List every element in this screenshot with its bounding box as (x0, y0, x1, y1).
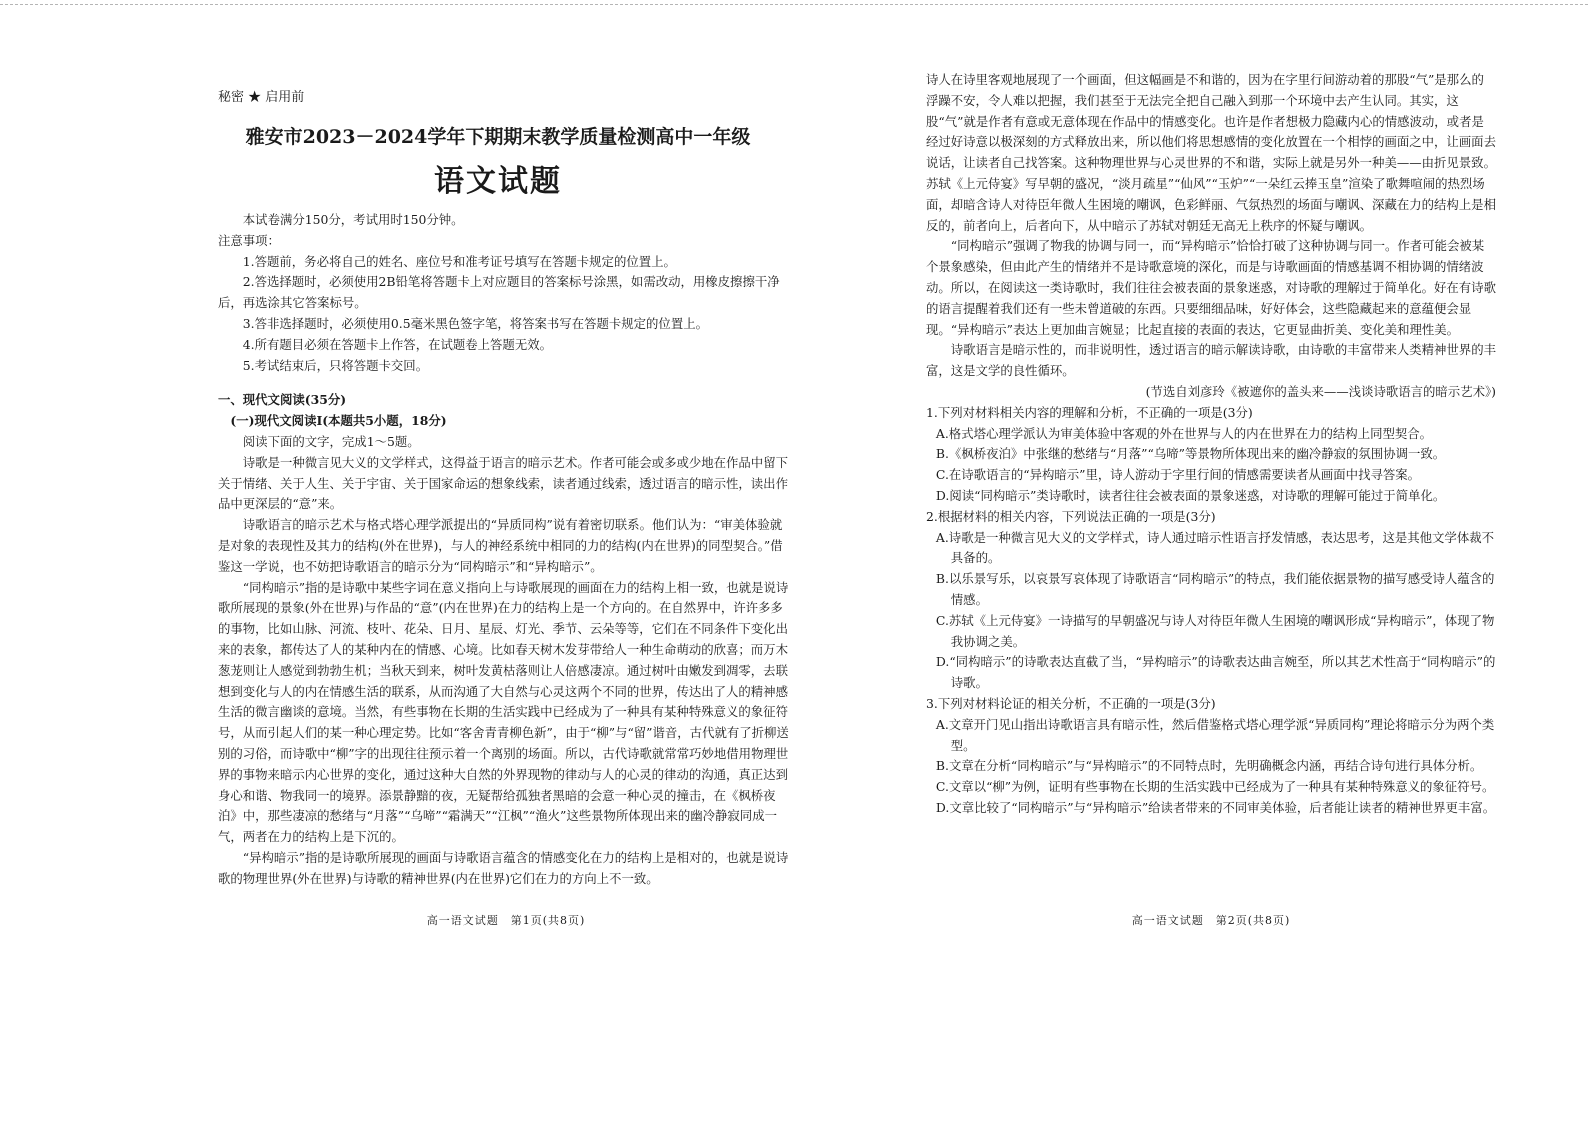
notice-title: 注意事项： (218, 232, 280, 248)
option-a: A.格式塔心理学派认为审美体验中客观的外在世界与人的内在世界在力的结构上同型契合。 (935, 425, 1433, 441)
option-b: B.文章在分析“同构暗示”与“异构暗示”的不同特点时，先明确概念内涵，再结合诗句进行具体分析。 (935, 758, 1483, 774)
notice-item: 2.答选择题时，必须使用2B铅笔将答题卡上对应题目的答案标号涂黑，如需改动，用橡皮擦擦干净后，再选涂其它答案标号。 (218, 274, 780, 311)
passage-paragraph: “同构暗示”指的是诗歌中某些字词在意义指向上与诗歌展现的画面在力的结构上相一致，也就是说诗歌所展现的景象(外在世界)与作品的“意”(内在世界)在力的结构上是一个方向的。在自然界中，许许多多的事物，比如山脉、河流、枝叶、花朵、日月、星辰、灯光、季节、云朵等等，它们在不同条件下变化出来的表象，都传达了人的某种内在的情感、心境。比如春天树木发芽带给人一种生命萌动的欣喜；而万木葱茏则让人感觉到勃勃生机；当秋天到来，树叶发黄枯落则让人倍感凄凉。通过树叶由嫩发到凋零，去联想到变化与人的内在情感生活的联系，从而沟通了大自然与心灵这两个不同的世界，传达出了人的精神感生活的微言幽谈的意境。当然，有些事物在长期的生活实践中已经成为了一种具有某种特殊意义的象征符号，从而引起人们的某一种心理定势。比如“客舍青青柳色新”，由于“柳”与“留”谐音，古代就有了折柳送别的习俗，而诗歌中“柳”字的出现往往预示着一个离别的场面。所以，古代诗歌就常常巧妙地借用物理世界的事物来暗示内心世界的变化，通过这种大自然的外界现物的律动与人的心灵的律动的沟通，真正达到身心和谐、物我同一的境界。添景静黯的夜，无疑帮给孤独者黑暗的会意一种心灵的撞击，在《枫桥夜泊》中，那些凄凉的愁绪与“月落”“乌啼”“霜满天”“江枫”“渔火”这些景物所体现出来的幽冷静寂同成一气，两者在力的结构上是下沉的。 (218, 579, 789, 845)
question-stem: 1.下列对材料相关内容的理解和分析，不正确的一项是(3分) (926, 404, 1253, 420)
passage-paragraph: 诗人在诗里客观地展现了一个画面，但这幅画是不和谐的，因为在字里行间游动着的那股“气”是那么的浮躁不安，令人难以把握，我们甚至于无法完全把自己融入到那一个环境中去产生认同。其实，这股“气”就是作者有意或无意体现在作品中的情感变化。也许是作者想极力隐藏内心的情感波动，或者是经过好诗意以极深刻的方式释放出来，所以他们将思想感情的变化放置在一个相悖的画面之中，让画面去说话，让读者自己找答案。这种物理世界与心灵世界的不和谐，实际上就是另外一种美——由折见景致。苏轼《上元侍宴》写早朝的盛况，“淡月疏星”“仙风”“玉炉”“一朵红云捧玉皇”渲染了歌舞喧闹的热烈场面，却暗含诗人对待臣年微人生困境的嘲讽，色彩鲜丽、气氛热烈的场面与嘲讽、深藏在力的结构上是相反的，前者向上，后者向下，从中暗示了苏轼对朝廷无高无上秩序的怀疑与嘲讽。 (926, 72, 1496, 233)
left-column (218, 210, 794, 890)
question-1 (926, 403, 1496, 507)
option-d: D.文章比较了“同构暗示”与“异构暗示”给读者带来的不同审美体验，后者能让读者的精神世界更丰富。 (935, 799, 1496, 815)
option-b: B.《枫桥夜泊》中张继的愁绪与“月落”“乌啼”等景物所体现出来的幽冷静寂的氛围协调一致。 (935, 446, 1446, 462)
passage-source: (节选自刘彦玲《被遮你的盖头来——浅谈诗歌语言的暗示艺术》) (1145, 383, 1496, 399)
option-c: C.文章以“柳”为例，证明有些事物在长期的生活实践中已经成为了一种具有某种特殊意义的象征符号。 (935, 779, 1495, 795)
passage-paragraph: 诗歌语言的暗示艺术与格式塔心理学派提出的“异质同构”说有着密切联系。他们认为：“审美体验就是对象的表现性及其力的结构(外在世界)，与人的神经系统中相同的力的结构(内在世界)的同型契合。”借鉴这一学说，也不妨把诗歌语言的暗示分为“同构暗示”和“异构暗示”。 (218, 517, 783, 574)
question-3 (926, 694, 1496, 819)
passage-paragraph: “异构暗示”指的是诗歌所展现的画面与诗歌语言蕴含的情感变化在力的结构上是相对的，也就是说诗歌的物理世界(外在世界)与诗歌的精神世界(内在世界)它们在力的方向上不一致。 (218, 849, 789, 886)
notice-item: 4.所有题目必须在答题卡上作答，在试题卷上答题无效。 (242, 336, 552, 352)
exam-title: 雅安市2023－2024学年下期期末教学质量检测高中一年级 (245, 126, 751, 148)
option-a: A.诗歌是一种微言见大义的文学样式，诗人通过暗示性语言抒发情感，表达思考，这是其他文学体裁不具备的。 (935, 529, 1494, 566)
passage-paragraph: 诗歌是一种微言见大义的文学样式，这得益于语言的暗示艺术。作者可能会或多或少地在作品中留下关于情绪、关于人生、关于宇宙、关于国家命运的想象线索，读者通过线索，透过语言的暗示性，读出作品中更深层的“意”来。 (218, 454, 788, 512)
option-d: D.“同构暗示”的诗歌表达直截了当，“异构暗示”的诗歌表达曲言婉至，所以其艺术性高于“同构暗示”的诗歌。 (935, 654, 1496, 691)
question-stem: 2.根据材料的相关内容，下列说法正确的一项是(3分) (926, 508, 1216, 524)
right-column (926, 70, 1496, 819)
notice-item: 5.考试结束后，只将答题卡交回。 (242, 357, 429, 373)
notice-item: 3.答非选择题时，必须使用0.5毫米黑色签字笔，将答案书写在答题卡规定的位置上。 (242, 315, 708, 331)
option-c: C.在诗歌语言的“异构暗示”里，诗人游动于字里行间的情感需要读者从画面中找寻答案。 (935, 467, 1421, 483)
subject-title: 语文试题 (434, 164, 562, 199)
full-score-text: 本试卷满分150分，考试用时150分钟。 (242, 212, 464, 227)
notice-item: 1.答题前，务必将自己的姓名、座位号和准考证号填写在答题卡规定的位置上。 (242, 253, 676, 269)
secret-label: 秘密 ★ 启用前 (218, 90, 305, 105)
question-2 (926, 507, 1496, 694)
option-c: C.苏轼《上元侍宴》一诗描写的早朝盛况与诗人对待臣年微人生困境的嘲讽形成“异构暗示”，体现了物我协调之美。 (935, 612, 1495, 649)
section-subtitle: (一)现代文阅读Ⅰ(本题共5小题，18分) (230, 413, 447, 429)
option-a: A.文章开门见山指出诗歌语言具有暗示性，然后借鉴格式塔心理学派“异质同构”理论将暗示分为两个类型。 (935, 716, 1495, 753)
passage-paragraph: 诗歌语言是暗示性的，而非说明性，透过语言的暗示解读诗歌，由诗歌的丰富带来人类精神世界的丰富，这是文学的良性循环。 (926, 342, 1496, 379)
page-footer: 高一语文试题 第2页(共8页) (1131, 914, 1291, 927)
right-page (800, 0, 1588, 1123)
option-b: B.以乐景写乐，以哀景写哀体现了诗歌语言“同构暗示”的特点，我们能依据景物的描写感受诗人蕴含的情感。 (935, 571, 1495, 607)
reading-instruction: 阅读下面的文字，完成1～5题。 (242, 433, 420, 449)
option-d: D.阅读“同构暗示”类诗歌时，读者往往会被表面的景象迷惑，对诗歌的理解可能过于简单化。 (935, 487, 1446, 503)
question-stem: 3.下列对材料论证的相关分析，不正确的一项是(3分) (926, 695, 1216, 711)
section-title: 一、现代文阅读(35分) (218, 392, 347, 408)
page-footer: 高一语文试题 第1页(共8页) (426, 914, 586, 927)
passage-paragraph: “同构暗示”强调了物我的协调与同一，而“异构暗示”恰恰打破了这种协调与同一。作者可能会被某个景象感染，但由此产生的情绪并不是诗歌意境的深化，而是与诗歌画面的情感基调不相协调的情绪波动。所以，在阅读这一类诗歌时，我们往往会被表面的景象迷惑，对诗歌的理解过于简单化。好在有诗歌的语言提醒着我们还有一些未曾道破的东西。只要细细品味，好好体会，这些隐藏起来的意蕴便会显现。“异构暗示”表达上更加曲言婉显；比起直接的表面的表达，它更显曲折美、变化美和理性美。 (926, 238, 1496, 337)
